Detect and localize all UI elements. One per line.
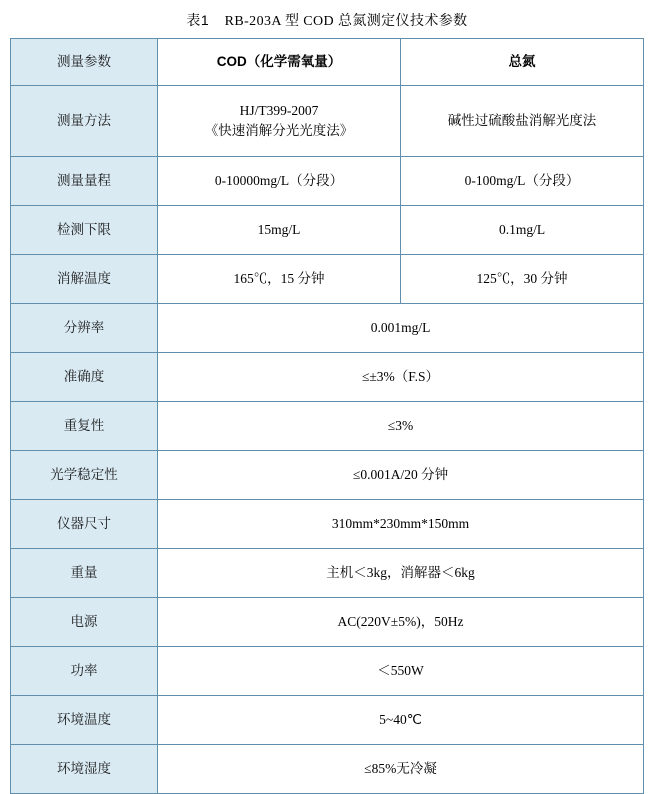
header-column-tn: 总氮 [401,39,644,86]
row-label-repeatability: 重复性 [11,402,158,451]
cell-method-cod [158,86,401,157]
cell-resolution-value: 0.001mg/L [158,304,644,353]
cell-weight-value: 主机＜3kg，消解器＜6kg [158,549,644,598]
table-row [11,86,644,157]
specification-table [10,38,644,794]
row-label-optical-stability: 光学稳定性 [11,451,158,500]
cell-power-value: ＜550W [158,647,644,696]
cell-detection-limit-tn: 0.1mg/L [401,206,644,255]
cell-method-tn: 碱性过硫酸盐消解光度法 [401,86,644,157]
table-row [11,500,644,549]
table-row [11,206,644,255]
cell-accuracy-value: ≤±3%（F.S） [158,353,644,402]
row-label-dimensions: 仪器尺寸 [11,500,158,549]
table-row [11,745,644,794]
cell-range-cod: 0-10000mg/L（分段） [158,157,401,206]
table-caption-title: RB-203A 型 COD 总氮测定仪技术参数 [224,14,468,29]
header-param-label: 测量参数 [11,39,158,86]
table-row [11,353,644,402]
table-row [11,451,644,500]
cell-detection-limit-cod: 15mg/L [158,206,401,255]
cell-method-cod-line2: 《快速消解分光光度法》 [204,123,354,138]
row-label-detection-limit: 检测下限 [11,206,158,255]
cell-optical-stability-value: ≤0.001A/20 分钟 [158,451,644,500]
row-label-ambient-temperature: 环境温度 [11,696,158,745]
table-row [11,255,644,304]
cell-power-supply-value: AC(220V±5%)，50Hz [158,598,644,647]
cell-digestion-temp-cod: 165℃，15 分钟 [158,255,401,304]
table-row [11,647,644,696]
table-caption [0,0,654,38]
row-label-power-supply: 电源 [11,598,158,647]
cell-dimensions-value: 310mm*230mm*150mm [158,500,644,549]
cell-repeatability-value: ≤3% [158,402,644,451]
table-row [11,549,644,598]
cell-ambient-humidity-value: ≤85%无冷凝 [158,745,644,794]
row-label-accuracy: 准确度 [11,353,158,402]
table-row [11,304,644,353]
row-label-power: 功率 [11,647,158,696]
cell-range-tn: 0-100mg/L（分段） [401,157,644,206]
row-label-digestion-temp: 消解温度 [11,255,158,304]
table-caption-number: 表1 [186,12,210,28]
table-row [11,402,644,451]
table-row [11,39,644,86]
table-row [11,157,644,206]
table-row [11,696,644,745]
row-label-range: 测量量程 [11,157,158,206]
row-label-resolution: 分辨率 [11,304,158,353]
cell-digestion-temp-tn: 125℃，30 分钟 [401,255,644,304]
table-row [11,598,644,647]
row-label-ambient-humidity: 环境湿度 [11,745,158,794]
cell-method-cod-line1: HJ/T399-2007 [239,102,319,118]
cell-ambient-temperature-value: 5~40℃ [158,696,644,745]
row-label-weight: 重量 [11,549,158,598]
row-label-method: 测量方法 [11,86,158,157]
header-column-cod: COD（化学需氧量） [158,39,401,86]
